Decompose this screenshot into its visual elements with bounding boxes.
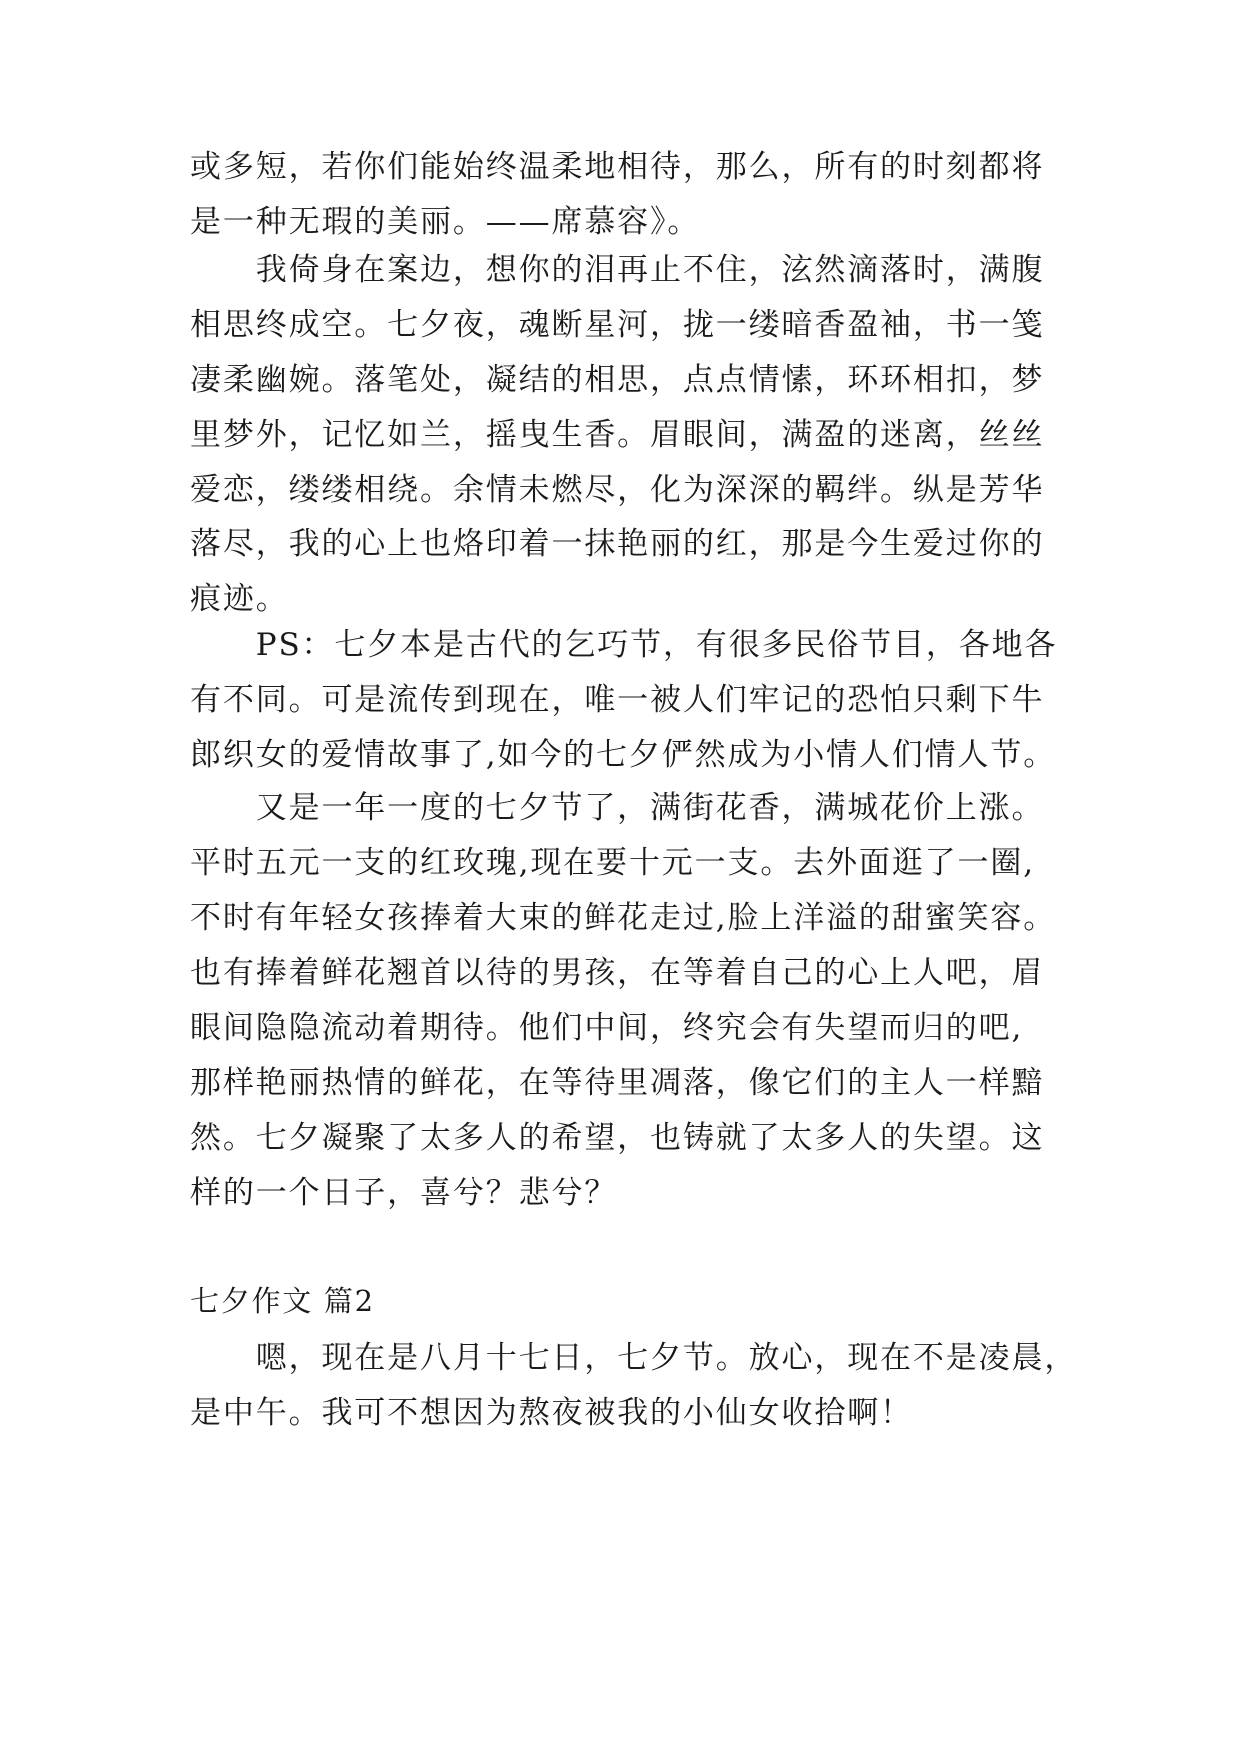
text-line: 也有捧着鲜花翘首以待的男孩，在等着自己的心上人吧，眉 [190, 955, 1045, 991]
text-line: 眼间隐隐流动着期待。他们中间，终究会有失望而归的吧, [190, 1010, 1024, 1046]
text-line: 爱恋，缕缕相绕。余情未燃尽，化为深深的羁绊。纵是芳华 [190, 472, 1045, 508]
text-line: 相思终成空。七夕夜，魂断星河，拢一缕暗香盈袖，书一笺 [190, 307, 1045, 343]
text-line: 落尽，我的心上也烙印着一抹艳丽的红，那是今生爱过你的 [190, 526, 1045, 562]
text-line: 平时五元一支的红玫瑰,现在要十元一支。去外面逛了一圈, [190, 845, 1035, 881]
text-line: 不时有年轻女孩捧着大束的鲜花走过,脸上洋溢的甜蜜笑容。 [190, 900, 1057, 936]
text-line: 凄柔幽婉。落笔处，凝结的相思，点点情愫，环环相扣，梦 [190, 362, 1045, 398]
text-line: 然。七夕凝聚了太多人的希望，也铸就了太多人的失望。这 [190, 1120, 1045, 1156]
text-line: 我倚身在案边，想你的泪再止不住，泫然滴落时，满腹 [190, 252, 1045, 288]
text-line: 里梦外，记忆如兰，摇曳生香。眉眼间，满盈的迷离，丝丝 [190, 417, 1045, 453]
text-line: 样的一个日子，喜兮？悲兮？ [190, 1175, 618, 1211]
text-line: 嗯，现在是八月十七日，七夕节。放心，现在不是凌晨， [190, 1340, 1078, 1376]
section-heading: 七夕作文 篇2 [190, 1284, 375, 1318]
text-line: 又是一年一度的七夕节了，满街花香，满城花价上涨。 [190, 790, 1045, 826]
text-line: 是中午。我可不想因为熬夜被我的小仙女收拾啊！ [190, 1395, 913, 1431]
text-line: PS：七夕本是古代的乞巧节，有很多民俗节目，各地各 [190, 627, 1058, 663]
text-line: 或多短，若你们能始终温柔地相待，那么，所有的时刻都将 [190, 149, 1045, 185]
text-line: 痕迹。 [190, 581, 289, 617]
text-line: 郎织女的爱情故事了,如今的七夕俨然成为小情人们情人节。 [190, 737, 1057, 773]
text-line: 是一种无瑕的美丽。——席慕容》。 [190, 204, 701, 240]
text-line: 有不同。可是流传到现在，唯一被人们牢记的恐怕只剩下牛 [190, 682, 1045, 718]
text-line: 那样艳丽热情的鲜花，在等待里凋落，像它们的主人一样黯 [190, 1065, 1045, 1101]
